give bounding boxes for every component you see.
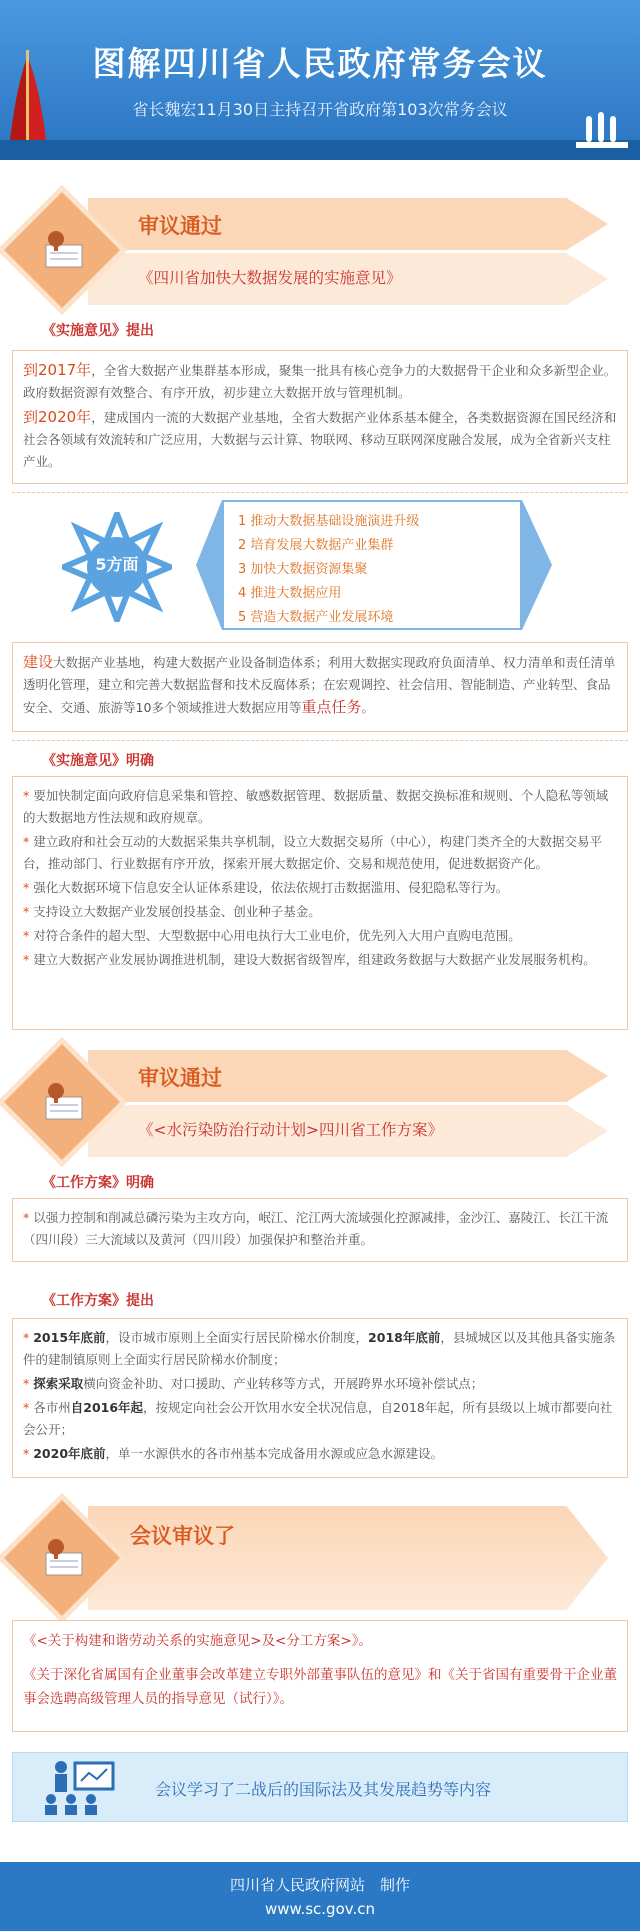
list-item: * 支持设立大数据产业发展创投基金、创业种子基金。 xyxy=(23,904,321,919)
section3-heading: 会议审议了 xyxy=(130,1524,235,1548)
section3-doc1: 《<关于构建和谐劳动关系的实施意见>及<分工方案>》。 xyxy=(23,1633,372,1649)
arrow-left-shape xyxy=(196,500,222,630)
list-item: * 以强力控制和削减总磷污染为主攻方向，岷江、沱江两大流域强化控源减排，金沙江、嘉陵江、长江干流（四川段）三大流域以及黄河（四川段）加强保护和整治并重。 xyxy=(23,1210,609,1247)
presentation-icon xyxy=(39,1759,121,1817)
section1-label2: 《实施意见》明确 xyxy=(42,753,154,769)
list-item: * 各市州自2016年起，按规定向社会公开饮用水安全状况信息，自2018年起，所有县级以上城市都要向社会公开； xyxy=(23,1400,613,1437)
divider xyxy=(12,740,628,741)
list-item: * 强化大数据环境下信息安全认证体系建设，依法依规打击数据滥用、侵犯隐私等行为。 xyxy=(23,880,509,895)
section2-doc-title: 《<水污染防治行动计划>四川省工作方案》 xyxy=(138,1121,443,1139)
section1-heading: 审议通过 xyxy=(138,214,222,238)
header-bottom-strip xyxy=(0,140,640,160)
section3-docs-box xyxy=(12,1620,628,1732)
section1-box1 xyxy=(12,350,628,484)
list-item: 3 加快大数据资源集聚 xyxy=(238,562,368,577)
list-item: * 对符合条件的超大型、大型数据中心用电执行大工业电价，优先列入大用户直购电范围。 xyxy=(23,928,521,943)
section1-build-box: 建设大数据产业基地，构建大数据产业设备制造体系；利用大数据实现政府负面清单、权力清单和责任清单透明化管理，建立和完善大数据监督和技术反腐体系；在宏观调控、社会信用、智能制造、产业转型、食品安全、交通、旅游等10多个领域推进大数据应用等重点任务。 xyxy=(12,642,628,732)
section1-doc-title: 《四川省加快大数据发展的实施意见》 xyxy=(138,269,402,287)
arrow-right-shape xyxy=(522,500,552,630)
section1-para1: 到2017年，全省大数据产业集群基本形成，聚集一批具有核心竞争力的大数据骨干企业和众多新型企业。政府数据资源有效整合、有序开放，初步建立大数据开放与管理机制。 xyxy=(23,361,617,400)
divider xyxy=(12,492,628,493)
study-banner xyxy=(12,1752,628,1822)
footer xyxy=(0,1862,640,1931)
section2-label1: 《工作方案》明确 xyxy=(42,1175,154,1191)
document-stamp-icon xyxy=(38,1075,88,1125)
section3-doc2: 《关于深化省属国有企业董事会改革建立专职外部董事队伍的意见》和《关于省国有重要骨干企业董事会选聘高级管理人员的指导意见（试行）》。 xyxy=(23,1667,617,1707)
five-list xyxy=(222,500,522,630)
list-item: 1 推动大数据基础设施演进升级 xyxy=(238,514,420,529)
page-subtitle: 省长魏宏11月30日主持召开省政府第103次常务会议 xyxy=(132,100,508,119)
section2-label2: 《工作方案》提出 xyxy=(42,1293,154,1309)
section1-bullets-box xyxy=(12,776,628,1030)
section1-banner xyxy=(8,198,640,308)
five-aspects xyxy=(0,496,640,636)
list-item: * 探索采取横向资金补助、对口援助、产业转移等方式，开展跨界水环境补偿试点； xyxy=(23,1376,484,1391)
section1-para2: 到2020年，建成国内一流的大数据产业基地，全省大数据产业体系基本健全，各类数据资源在国民经济和社会各领域有效流转和广泛应用，大数据与云计算、物联网、移动互联网深度融合发展，成为全省新兴支柱产业。 xyxy=(23,408,617,469)
document-stamp-icon xyxy=(38,223,88,273)
list-item: * 要加快制定面向政府信息采集和管控、敏感数据管理、数据质量、数据交换标准和规则、个人隐私等领域的大数据地方性法规和政府规章。 xyxy=(23,788,609,825)
section3-banner xyxy=(8,1506,640,1616)
page-title: 图解四川省人民政府常务会议 xyxy=(92,44,548,83)
five-label-wrap xyxy=(62,512,172,622)
footer-producer: 四川省人民政府网站 制作 xyxy=(229,1876,410,1894)
section2-items-box xyxy=(12,1318,628,1478)
list-item: * 建立大数据产业发展协调推进机制，建设大数据省级智库，组建政务数据与大数据产业发展服务机构。 xyxy=(23,952,596,967)
list-item: 2 培育发展大数据产业集群 xyxy=(238,538,394,553)
list-item: * 2015年底前，设市城市原则上全面实行居民阶梯水价制度，2018年底前，县城城区以及其他具备实施条件的建制镇原则上全面实行居民阶梯水价制度； xyxy=(23,1330,616,1367)
list-item: 4 推进大数据应用 xyxy=(238,586,342,601)
study-text: 会议学习了二战后的国际法及其发展趋势等内容 xyxy=(155,1780,492,1799)
section2-heading: 审议通过 xyxy=(138,1066,222,1090)
section2-clarify-box xyxy=(12,1198,628,1262)
list-item: 5 营造大数据产业发展环境 xyxy=(238,610,394,625)
five-label: 5方面 xyxy=(95,555,139,574)
section1-label1: 《实施意见》提出 xyxy=(42,323,154,339)
section2-banner xyxy=(8,1050,640,1160)
list-item: * 建立政府和社会互动的大数据采集共享机制，设立大数据交易所（中心），构建门类齐全的大数据交易平台，推动部门、行业数据有序开放，探索开展大数据定价、交易和规范使用，促进数据资产化。 xyxy=(23,834,602,871)
footer-website-link[interactable]: www.sc.gov.cn xyxy=(265,1900,375,1918)
document-stamp-icon xyxy=(38,1531,88,1581)
header-banner xyxy=(0,0,640,160)
list-item: * 2020年底前，单一水源供水的各市州基本完成备用水源或应急水源建设。 xyxy=(23,1446,444,1461)
